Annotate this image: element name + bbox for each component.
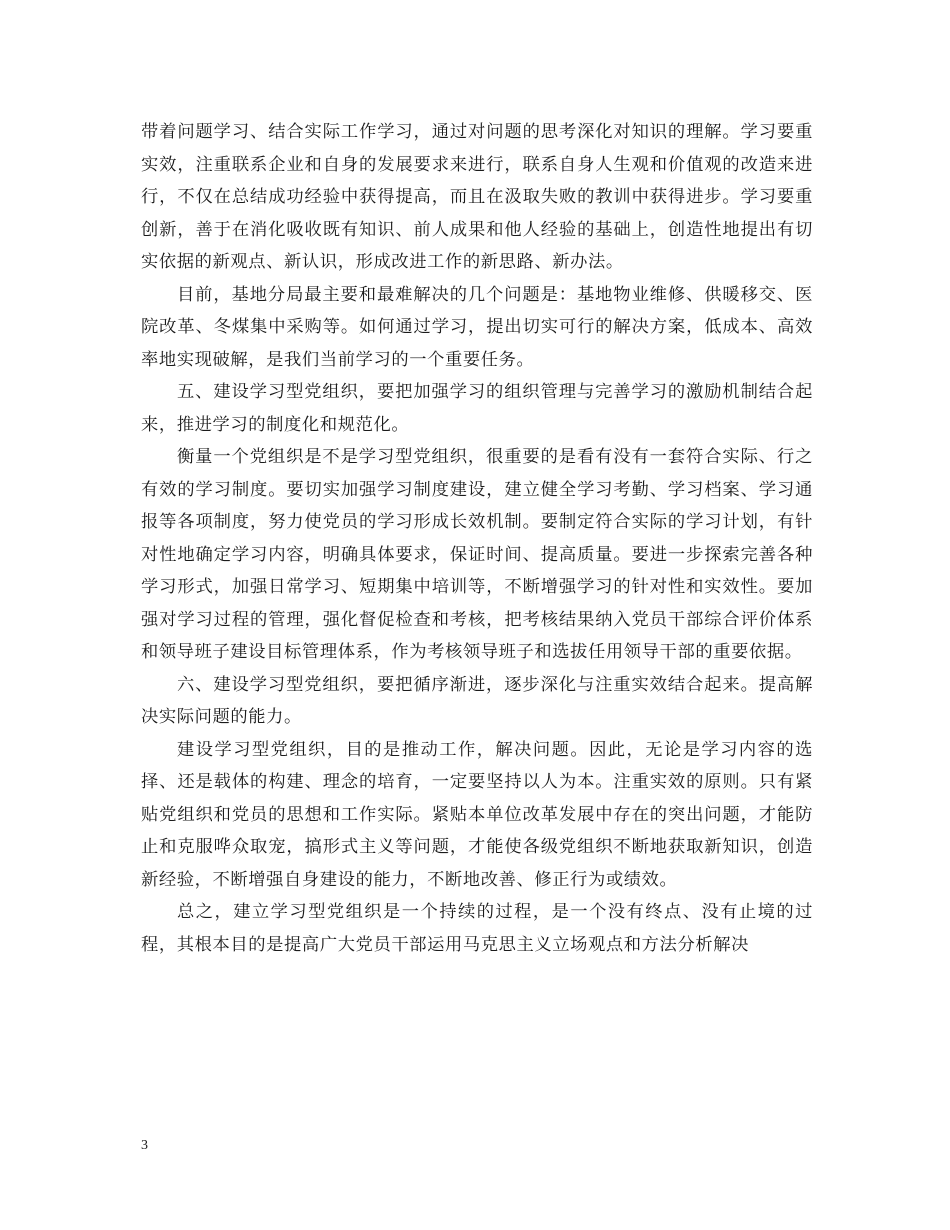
paragraph-7: 总之，建立学习型党组织是一个持续的过程，是一个没有终点、没有止境的过程，其根本目的是提高广大党员干部运用马克思主义立场观点和方法分析解决 (141, 902, 813, 955)
paragraph-4: 衡量一个党组织是不是学习型党组织，很重要的是看有没有一套符合实际、行之有效的学习制度。要切实加强学习制度建设，建立健全学习考勤、学习档案、学习通报等各项制度，努力使党员的学习形成长效机制。要制定符合实际的学习计划，有针对性地确定学习内容，明确具体要求，保证时间、提高质量。要进一步探索完善各种学习形式，加强日常学习、短期集中培训等，不断增强学习的针对性和实效性。要加强对学习过程的管理，强化督促检查和考核，把考核结果纳入党员干部综合评价体系和领导班子建设目标管理体系，作为考核领导班子和选拔任用领导干部的重要依据。 (141, 447, 813, 662)
paragraph-1: 带着问题学习、结合实际工作学习，通过对问题的思考深化对知识的理解。学习要重实效，注重联系企业和自身的发展要求来进行，联系自身人生观和价值观的改造来进行，不仅在总结成功经验中获得提高，而且在汲取失败的教训中获得进步。学习要重创新，善于在消化吸收既有知识、前人成果和他人经验的基础上，创造性地提出有切实依据的新观点、新认识，形成改进工作的新思路、新办法。 (141, 122, 813, 272)
body-text (141, 116, 813, 961)
page-number: 3 (141, 1138, 148, 1153)
section-six-heading: 六、建设学习型党组织，要把循序渐进，逐步深化与注重实效结合起来。提高解决实际问题的能力。 (141, 674, 813, 727)
paragraph-6: 建设学习型党组织，目的是推动工作，解决问题。因此，无论是学习内容的选择、还是载体的构建、理念的培育，一定要坚持以人为本。注重实效的原则。只有紧贴党组织和党员的思想和工作实际。紧贴本单位改革发展中存在的突出问题，才能防止和克服哗众取宠，搞形式主义等问题，才能使各级党组织不断地获取新知识，创造新经验，不断增强自身建设的能力，不断地改善、修正行为或绩效。 (141, 739, 813, 890)
paragraph-2: 目前，基地分局最主要和最难解决的几个问题是：基地物业维修、供暖移交、医院改革、冬煤集中采购等。如何通过学习，提出切实可行的解决方案，低成本、高效率地实现破解，是我们当前学习的一个重要任务。 (141, 284, 813, 370)
section-five-heading: 五、建设学习型党组织，要把加强学习的组织管理与完善学习的激励机制结合起来，推进学习的制度化和规范化。 (141, 382, 813, 435)
